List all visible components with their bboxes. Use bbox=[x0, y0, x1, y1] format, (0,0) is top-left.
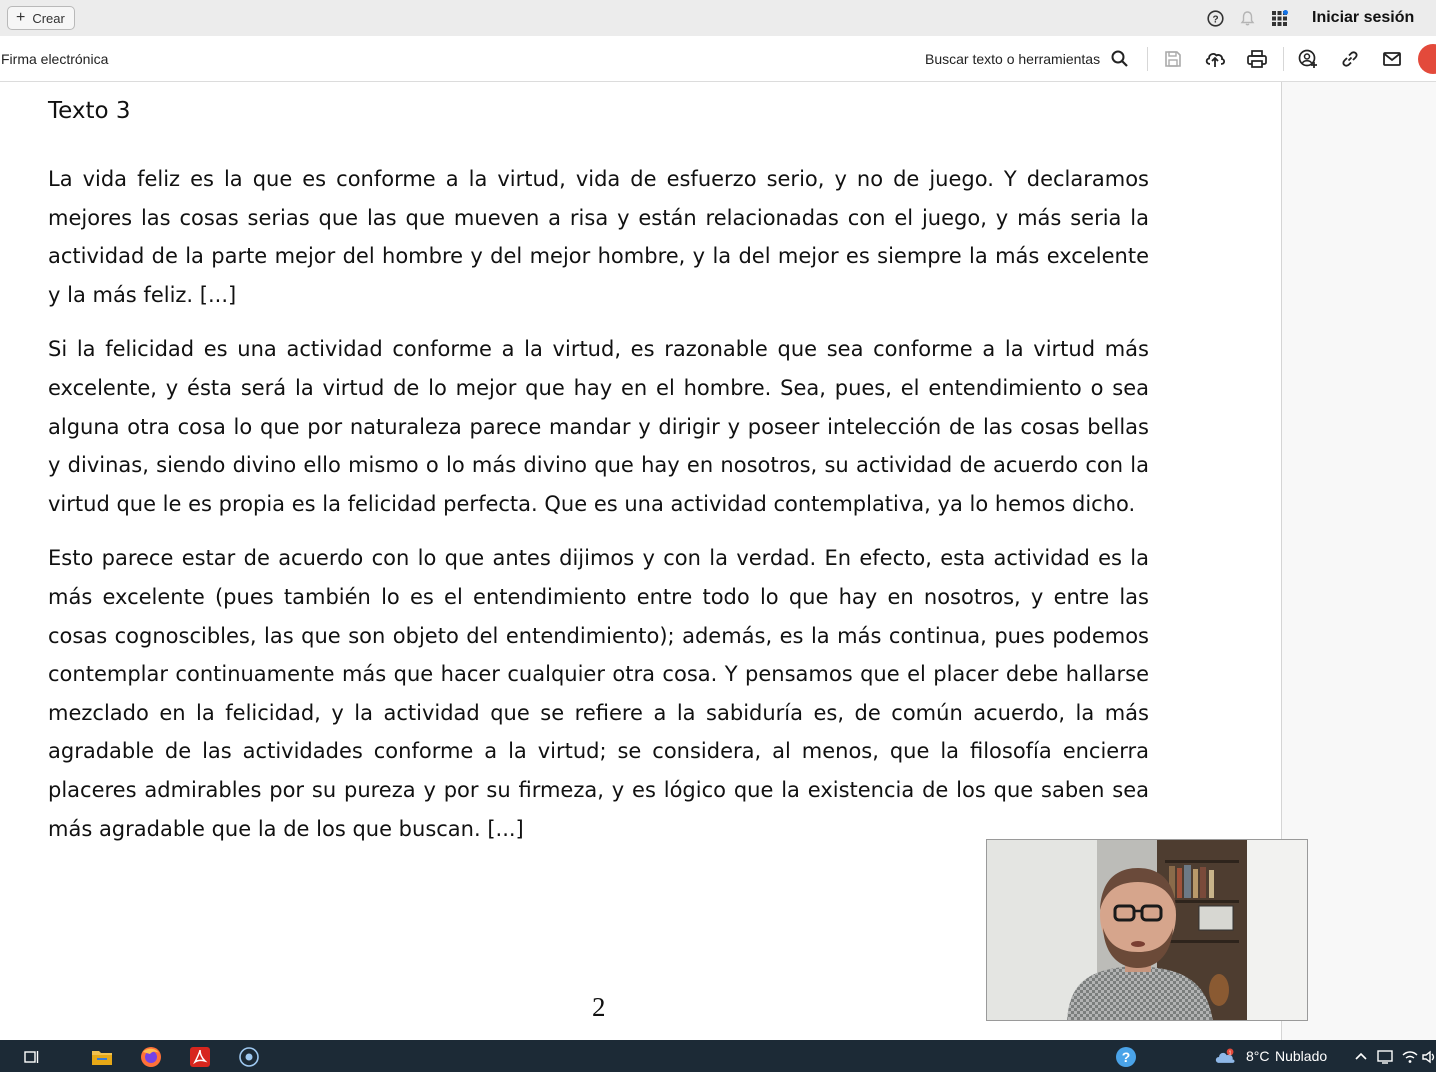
signin-button[interactable]: Iniciar sesión bbox=[1312, 9, 1415, 26]
search-tools-field[interactable]: Buscar texto o herramientas bbox=[925, 51, 1101, 67]
plus-icon: + bbox=[16, 9, 26, 26]
task-view-icon[interactable] bbox=[21, 1046, 43, 1068]
svg-text:1: 1 bbox=[1228, 1050, 1232, 1057]
display-icon[interactable] bbox=[1374, 1046, 1396, 1068]
toolbar-divider bbox=[1283, 47, 1284, 71]
paragraph: Esto parece estar de acuerdo con lo que antes dijimos y con la verdad. En efecto, esta actividad es la más excelente (pues también lo es el entendimiento entre todo lo que hay en nosotros, y entre las cosas cognoscibles, las que son objeto del entendimiento); además, es la más continua, pues podemos contemplar continuamente más que hacer cualquier otra cosa. Y pensamos que el placer debe hallarse mezclado en la felicidad, y la actividad que se refiere a la sabiduría es, de común acuerdo, la más agradable de las actividades conforme a la virtud; se considera, al menos, que la filosofía encierra placeres admirables por su pureza y por su firmeza, y es lógico que la existencia de los que saben sea más agradable que la de los que buscan. [...] bbox=[48, 546, 1149, 841]
help-icon[interactable] bbox=[1207, 10, 1224, 27]
firefox-icon[interactable] bbox=[140, 1046, 162, 1068]
weather-temperature[interactable]: 8°C bbox=[1246, 1048, 1270, 1064]
paragraph: Si la felicidad es una actividad conforme a la virtud, es razonable que sea conforme a la virtud más excelente, y ésta será la virtud de lo mejor que hay en el hombre. Sea, pues, el entendimiento o sea alguna otra cosa lo que por naturaleza parece mandar y dirigir y poseer intelección de las cosas bellas y divinas, siendo divino ello mismo o lo más divino que hay en nosotros, su actividad de acuerdo con la virtud que le es propia es la felicidad perfecta. Que es una actividad contemplativa, ya lo hemos dicho. bbox=[48, 337, 1149, 516]
create-button[interactable] bbox=[7, 6, 75, 30]
create-button-label: Crear bbox=[32, 10, 65, 26]
document-body bbox=[48, 160, 1149, 864]
app-top-bar bbox=[0, 0, 1436, 36]
apps-grid-icon[interactable] bbox=[1271, 10, 1288, 27]
upload-icon[interactable] bbox=[1204, 48, 1226, 70]
share-user-icon[interactable] bbox=[1297, 48, 1319, 70]
page-number: 2 bbox=[592, 992, 606, 1022]
bell-icon[interactable] bbox=[1239, 10, 1256, 27]
acrobat-icon[interactable] bbox=[189, 1046, 211, 1068]
mail-icon[interactable] bbox=[1381, 48, 1403, 70]
file-explorer-icon[interactable] bbox=[91, 1046, 113, 1068]
weather-cloud-icon[interactable] bbox=[1214, 1046, 1236, 1068]
chevron-up-icon[interactable] bbox=[1350, 1046, 1372, 1068]
account-avatar[interactable] bbox=[1418, 44, 1436, 74]
speaker-icon[interactable] bbox=[1418, 1046, 1436, 1068]
paragraph: La vida feliz es la que es conforme a la virtud, vida de esfuerzo serio, y no de juego. Y declaramos mejores las cosas serias que las que mueven a risa y están relacionadas con el juego, y más seria la actividad de la parte mejor del hombre y del mejor hombre, y la del mejor es siempre la más excelente y la más feliz. [...] bbox=[48, 167, 1149, 307]
svg-text:?: ? bbox=[1212, 14, 1219, 26]
document-heading: Texto 3 bbox=[48, 98, 131, 124]
webcam-overlay[interactable] bbox=[986, 839, 1308, 1021]
presenter-video-icon bbox=[987, 840, 1308, 1021]
os-taskbar bbox=[0, 1040, 1436, 1072]
save-icon[interactable] bbox=[1162, 48, 1184, 70]
svg-text:?: ? bbox=[1121, 1049, 1131, 1065]
document-name-tab[interactable]: Firma electrónica bbox=[1, 51, 109, 67]
document-toolbar bbox=[0, 36, 1436, 82]
link-icon[interactable] bbox=[1339, 48, 1361, 70]
search-icon[interactable] bbox=[1109, 48, 1131, 70]
recorder-icon[interactable] bbox=[238, 1046, 260, 1068]
toolbar-divider bbox=[1147, 47, 1148, 71]
weather-description[interactable]: Nublado bbox=[1275, 1048, 1328, 1064]
print-icon[interactable] bbox=[1246, 48, 1268, 70]
help-icon[interactable] bbox=[1115, 1046, 1137, 1068]
